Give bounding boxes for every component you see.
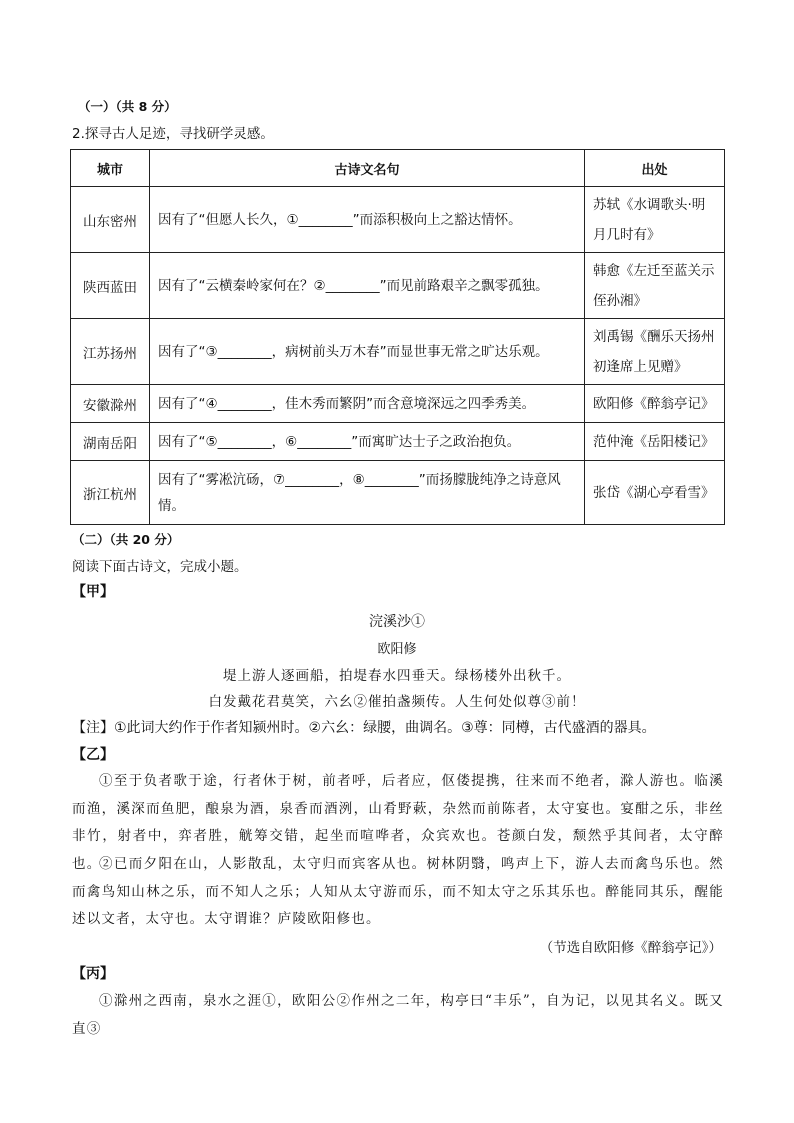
yi-paragraph-2: ②已而夕阳在山，人影散乱，太守归而宾客从也。树林阴翳，鸣声上下，游人去而禽鸟乐也。然而禽鸟知山林之乐，而不知人之乐；人知从太守游而乐，而不知太守之乐其乐也。醉能同其乐，醒能述以文者，太守也。太守谓谁？庐陵欧阳修也。 xyxy=(72,856,724,927)
quote-cell: 因有了“云横秦岭家何在？②________”而见前路艰辛之飘零孤独。 xyxy=(150,253,585,319)
question-2: 2.探寻古人足迹，寻找研学灵感。 xyxy=(72,126,274,142)
source-cell: 张岱《湖心亭看雪》 xyxy=(585,461,725,525)
table-row xyxy=(71,319,725,385)
table-row xyxy=(71,385,725,423)
source-cell: 刘禹锡《酬乐天扬州初逢席上见赠》 xyxy=(585,319,725,385)
city-cell: 湖南岳阳 xyxy=(71,423,150,461)
city-cell: 浙江杭州 xyxy=(71,461,150,525)
jia-label: 【甲】 xyxy=(72,584,114,600)
quote-cell: 因有了“③________，病树前头万木春”而显世事无常之旷达乐观。 xyxy=(150,319,585,385)
table-row xyxy=(71,423,725,461)
table-row xyxy=(71,187,725,253)
source-cell: 范仲淹《岳阳楼记》 xyxy=(585,423,725,461)
poem-line: 堤上游人逐画船，拍堤春水四垂天。绿杨楼外出秋千。 xyxy=(223,668,571,684)
source-cell: 欧阳修《醉翁亭记》 xyxy=(585,385,725,423)
quote-cell: 因有了“但愿人长久，①________”而添积极向上之豁达情怀。 xyxy=(150,187,585,253)
poem-title: 浣溪沙① xyxy=(369,614,425,630)
quote-cell: 因有了“⑤________，⑥________”而寓旷达士子之政治抱负。 xyxy=(150,423,585,461)
part2-instruction: 阅读下面古诗文，完成小题。 xyxy=(72,559,248,575)
city-cell: 山东密州 xyxy=(71,187,150,253)
city-cell: 江苏扬州 xyxy=(71,319,150,385)
poem-author: 欧阳修 xyxy=(377,642,417,657)
part2-heading: （二）（共 20 分） xyxy=(72,532,180,547)
bing-paragraph-1: ①滁州之西南，泉水之涯①，欧阳公②作州之二年，构亭曰“丰乐”，自为记，以见其名义。既又直③ xyxy=(72,993,724,1037)
table-header-row xyxy=(71,150,725,187)
source-cell: 苏轼《水调歌头·明月几时有》 xyxy=(585,187,725,253)
table-row xyxy=(71,253,725,319)
yi-source: （节选自欧阳修《醉翁亭记》） xyxy=(539,940,722,956)
poem-note: 【注】①此词大约作于作者知颍州时。②六幺：绿腰，曲调名。③尊：同樽，古代盛酒的器具。 xyxy=(72,720,656,736)
yi-label: 【乙】 xyxy=(72,747,114,763)
table-row xyxy=(71,461,725,525)
quotes-table xyxy=(70,149,725,525)
city-cell: 安徽滁州 xyxy=(71,385,150,423)
poem-line: 白发戴花君莫笑，六幺②催拍盏频传。人生何处似尊③前！ xyxy=(208,694,586,710)
quote-cell: 因有了“④________，佳木秀而繁阴”而含意境深远之四季秀美。 xyxy=(150,385,585,423)
city-cell: 陕西蓝田 xyxy=(71,253,150,319)
source-cell: 韩愈《左迁至蓝关示侄孙湘》 xyxy=(585,253,725,319)
yi-paragraph-1: ①至于负者歌于途，行者休于树，前者呼，后者应，伛偻提携，往来而不绝者，滁人游也。临溪而渔，溪深而鱼肥，酿泉为酒，泉香而酒洌，山肴野蔌，杂然而前陈者，太守宴也。宴酣之乐，非丝非竹，射者中，弈者胜，觥筹交错，起坐而喧哗者，众宾欢也。苍颜白发，颓然乎其间者，太守醉也。 xyxy=(72,773,724,872)
part1-heading: （一）（共 8 分） xyxy=(78,99,177,114)
bing-label: 【丙】 xyxy=(72,966,114,982)
header-city: 城市 xyxy=(71,150,150,187)
quote-cell: 因有了“雾凇沆砀，⑦________，⑧________”而扬朦胧纯净之诗意风情。 xyxy=(150,461,585,525)
header-quote: 古诗文名句 xyxy=(150,150,585,187)
header-source: 出处 xyxy=(585,150,725,187)
